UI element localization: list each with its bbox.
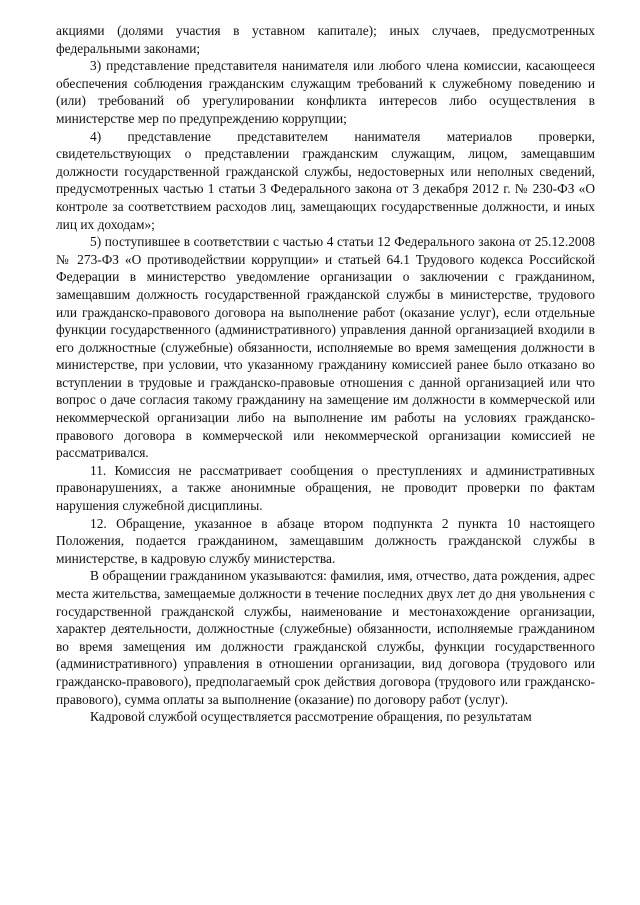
paragraph-clause-12: 12. Обращение, указанное в абзаце втором подпункта 2 пункта 10 настоящего Положения, подается гражданином, замещавшим должность гражданской службы в министерстве, в кадровую службу министерства. — [56, 515, 595, 566]
paragraph-item-3: 3) представление представителя нанимателя или любого члена комиссии, касающееся обеспечения соблюдения гражданским служащим требований к служебному поведению и (или) требований об урегулировании конфликта интересов либо осуществления в министерстве мер по предупреждению коррупции; — [56, 58, 595, 126]
document-page — [56, 22, 595, 726]
paragraph-clause-11: 11. Комиссия не рассматривает сообщения о преступлениях и административных правонарушениях, а также анонимные обращения, не проводит проверки по фактам нарушения служебной дисциплины. — [56, 462, 595, 514]
paragraph-item-5: 5) поступившее в соответствии с частью 4 статьи 12 Федерального закона от 25.12.2008 № 273-ФЗ «О противодействии коррупции» и статьей 64.1 Трудового кодекса Российской Федерации в министерство уведомление организации о заключении с гражданином, замещавшим должность государственной гражданской службы в министерстве, трудового или гражданско-правового договора на выполнение работ (оказание услуг), если отдельные функции государственного (административного) управления данной организацией входили в его должностные (служебные) обязанности, исполняемые во время замещения должности в министерстве, при условии, что указанному гражданину комиссией ранее было отказано во вступлении в трудовые и гражданско-правовые отношения с данной организацией или что вопрос о даче согласия такому гражданину на замещение им должности в коммерческой или некоммерческой организации либо на выполнение им работы на условиях гражданско-правового договора в коммерческой или некоммерческой организации комиссией не рассматривался. — [56, 234, 595, 461]
paragraph-continuation: акциями (долями участия в уставном капитале); иных случаев, предусмотренных федеральными законами; — [56, 23, 595, 56]
paragraph-appeal-contents: В обращении гражданином указываются: фамилия, имя, отчество, дата рождения, адрес места жительства, замещаемые должности в течение последних двух лет до дня увольнения с государственной гражданской службы, наименование и местонахождение организации, характер деятельности, должностные (служебные) обязанности, исполняемые гражданином во время замещения им должности гражданской службы, функции государственного (административного) управления в отношении организации, вид договора (трудового или гражданско-правового), предполагаемый срок действия договора (трудового или гражданско-правового), сумма оплаты за выполнение (оказание) по договору работ (услуг). — [56, 568, 595, 707]
paragraph-appeal-review: Кадровой службой осуществляется рассмотрение обращения, по результатам — [90, 709, 532, 725]
paragraph-item-4: 4) представление представителем нанимателя материалов проверки, свидетельствующих о представлении гражданским служащим, лицом, замещавшим должности государственной гражданской службы, недостоверных или неполных сведений, предусмотренных частью 1 статьи 3 Федерального закона от 3 декабря 2012 г. № 230-ФЗ «О контроле за соответствием расходов лиц, замещающих государственные должности, и иных лиц их доходам»; — [56, 128, 595, 232]
